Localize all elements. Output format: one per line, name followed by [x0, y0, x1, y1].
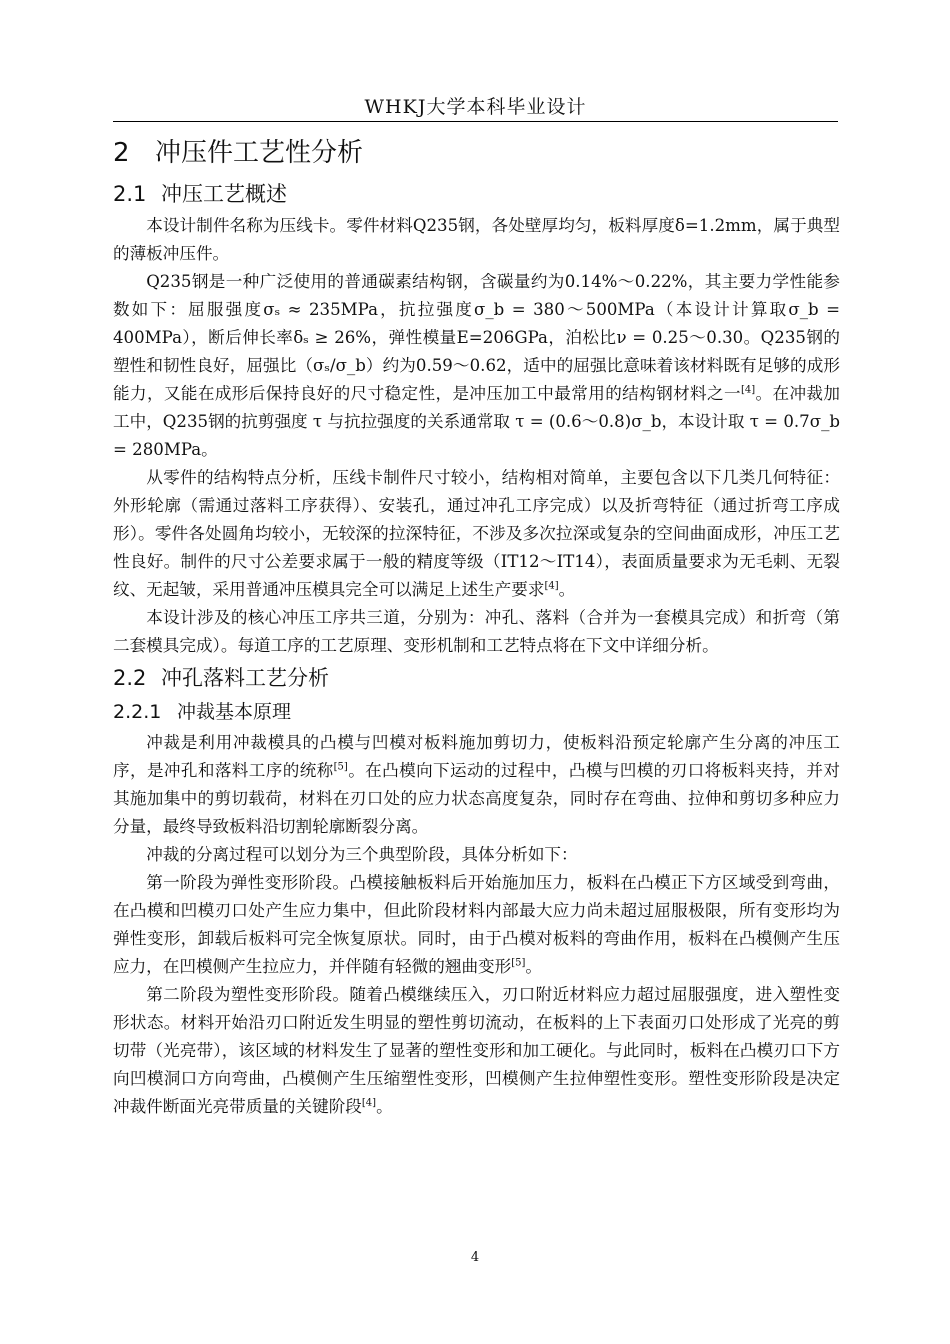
page-content — [113, 128, 840, 1121]
paragraph: 冲裁的分离过程可以划分为三个典型阶段，具体分析如下： — [146, 845, 578, 864]
citation: [4] — [361, 1097, 377, 1109]
subsection-number: 2.2.1 — [113, 701, 162, 723]
subsection-heading — [113, 696, 840, 729]
section-heading — [113, 660, 840, 696]
chapter-number: 2 — [113, 138, 130, 168]
section-number: 2.2 — [113, 666, 147, 690]
paragraph: 冲裁是利用冲裁模具的凸模与凹模对板料施加剪切力，使板料沿预定轮廓产生分离的冲压工序，是冲孔和落料工序的统称[5]。在凸模向下运动的过程中，凸模与凹模的刃口将板料夹持，并对其施加集中的剪切载荷，材料在刃口处的应力状态高度复杂，同时存在弯曲、拉伸和剪切多种应力分量，最终导致板料沿切割轮廓断裂分离。 — [113, 733, 841, 836]
chapter-heading — [113, 130, 840, 176]
section-number: 2.1 — [113, 182, 147, 206]
section-heading — [113, 176, 840, 212]
citation: [5] — [333, 761, 348, 773]
subsection-title: 冲裁基本原理 — [177, 701, 292, 723]
paragraph: Q235钢是一种广泛使用的普通碳素结构钢，含碳量约为0.14%～0.22%，其主要力学性能参数如下：屈服强度σₛ ≈ 235MPa，抗拉强度σ_b = 380～500MPa（本设计计算取σ_b = 400MPa），断后伸长率δₛ ≥ 26%，弹性模量E=206GPa，泊松比ν = 0.25～0.30。Q235钢的塑性和韧性良好，屈强比（σₛ/σ_b）约为0.59～0.62，适中的屈强比意味着该材料既有足够的成形能力，又能在成形后保持良好的尺寸稳定性，是冲压加工中最常用的结构钢材料之一[4]。在冲裁加工中，Q235钢的抗剪强度 τ 与抗拉强度的关系通常取 τ = (0.6～0.8)σ_b，本设计取 τ = 0.7σ_b = 280MPa。 — [113, 272, 841, 459]
chapter-title: 冲压件工艺性分析 — [155, 138, 364, 168]
section-title: 冲孔落料工艺分析 — [161, 666, 329, 690]
paragraph: 本设计制件名称为压线卡。零件材料Q235钢，各处壁厚均匀，板料厚度δ=1.2mm，属于典型的薄板冲压件。 — [113, 216, 840, 263]
paragraph: 本设计涉及的核心冲压工序共三道，分别为：冲孔、落料（合并为一套模具完成）和折弯（第二套模具完成）。每道工序的工艺原理、变形机制和工艺特点将在下文中详细分析。 — [113, 608, 840, 655]
citation: [4] — [740, 384, 756, 396]
header-rule — [113, 121, 838, 122]
citation: [5] — [511, 957, 526, 969]
running-header: WHKJ大学本科毕业设计 — [364, 96, 587, 118]
paragraph: 第一阶段为弹性变形阶段。凸模接触板料后开始施加压力，板料在凸模正下方区域受到弯曲，在凸模和凹模刃口处产生应力集中，但此阶段材料内部最大应力尚未超过屈服极限，所有变形均为弹性变形，卸载后板料可完全恢复原状。同时，由于凸模对板料的弯曲作用，板料在凸模侧产生压应力，在凹模侧产生拉应力，并伴随有轻微的翘曲变形[5]。 — [113, 873, 840, 976]
section-title: 冲压工艺概述 — [161, 182, 287, 206]
paragraph: 从零件的结构特点分析，压线卡制件尺寸较小，结构相对简单，主要包含以下几类几何特征：外形轮廓（需通过落料工序获得）、安装孔，通过冲孔工序完成）以及折弯特征（通过折弯工序成形）。零件各处圆角均较小，无较深的拉深特征，不涉及多次拉深或复杂的空间曲面成形，冲压工艺性良好。制件的尺寸公差要求属于一般的精度等级（IT12～IT14），表面质量要求为无毛刺、无裂纹、无起皱，采用普通冲压模具完全可以满足上述生产要求[4]。 — [113, 468, 840, 599]
paragraph: 第二阶段为塑性变形阶段。随着凸模继续压入，刃口附近材料应力超过屈服强度，进入塑性变形状态。材料开始沿刃口附近发生明显的塑性剪切流动，在板料的上下表面刃口处形成了光亮的剪切带（光亮带），该区域的材料发生了显著的塑性变形和加工硬化。与此同时，板料在凸模刃口下方向凹模洞口方向弯曲，凸模侧产生压缩塑性变形，凹模侧产生拉伸塑性变形。塑性变形阶段是决定冲裁件断面光亮带质量的关键阶段[4]。 — [113, 985, 840, 1116]
citation: [4] — [544, 580, 559, 592]
page-number: 4 — [470, 1250, 480, 1265]
